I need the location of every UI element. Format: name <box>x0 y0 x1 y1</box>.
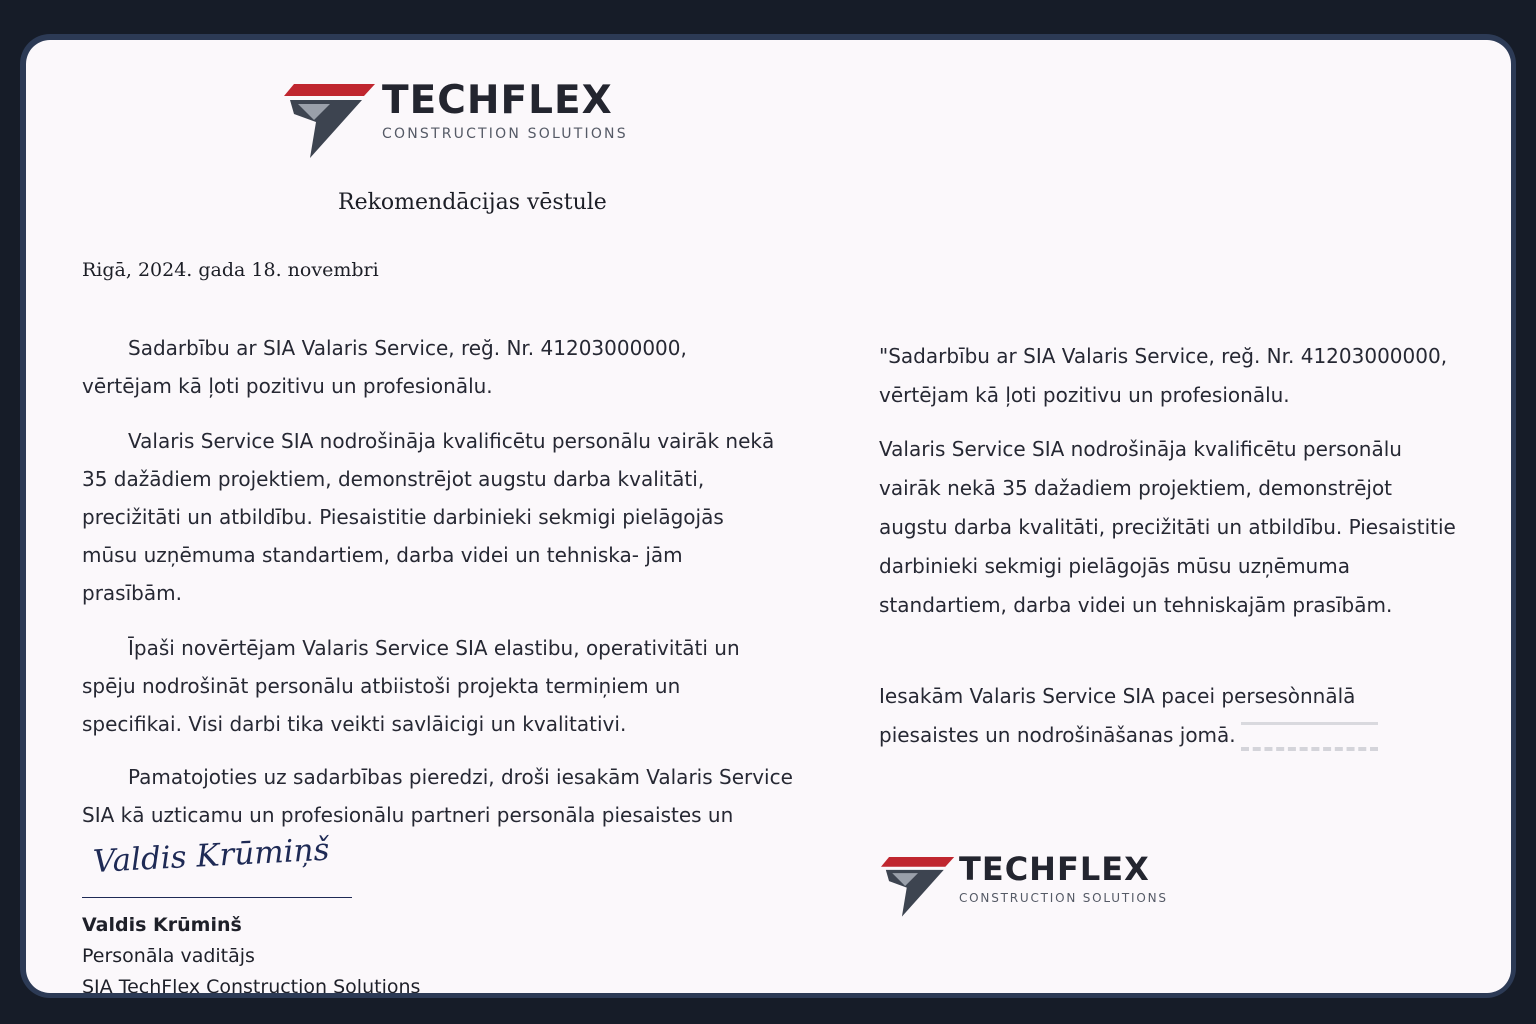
letter-page <box>26 40 1511 993</box>
logo-tagline: CONSTRUCTION SOLUTIONS <box>959 891 1168 905</box>
logo-name: TECHFLEX <box>382 78 613 123</box>
techflex-logo-bottom <box>881 850 1191 922</box>
left-paragraph-2: Valaris Service SIA nodrošināja kvalificētu personālu vairāk nekā 35 dažādiem projektiem, demonstrējot augstu darba kvalitāti, precižitāti un atbildību. Piesaistitie darbinieki sekmigi pielāgojās mūsu uzņēmuma standartiem, darba videi un tehniska- jām prasībām. <box>82 429 775 605</box>
left-paragraph-3: Īpaši novērtējam Valaris Service SIA elastibu, operativitāti un spēju nodrošināt personālu atbiistoši projekta termiņiem un specifikai. Visi darbi tika veikti savlāicigi un kvalitativi. <box>82 636 740 736</box>
techflex-logo-mark-icon <box>284 80 376 160</box>
handwritten-signature: Valdis Krūmiņš <box>92 831 331 880</box>
signature-line <box>82 897 352 898</box>
signer-role: Personāla vaditājs <box>82 945 255 967</box>
signer-company: SIA TechFlex Construction Solutions <box>82 976 421 993</box>
signer-name: Valdis Krūminš <box>82 914 242 936</box>
logo-name: TECHFLEX <box>959 850 1150 888</box>
right-paragraph-2: Valaris Service SIA nodrošināja kvalificētu personālu vairāk nekā 35 dažadiem projektiem, demonstrējot augstu darba kvalitāti, precižitāti un atbildību. Piesaistitie darbinieki sekmigi pielāgojās mūsu uzņēmuma standartiem, darba videi un tehniskajām prasībām. <box>879 437 1456 617</box>
right-paragraph-3: Iesakām Valaris Service SIA pacei persesònnālā piesaistes un nodrošināšanas jomā. <box>879 684 1356 747</box>
techflex-logo-mark-icon <box>881 853 955 919</box>
date-line: Rigā, 2024. gada 18. novembri <box>82 259 379 281</box>
right-paragraph-1: "Sadarbību ar SIA Valaris Service, reğ. Nr. 41203000000, vērtējam kā ļoti pozitivu un profesionālu. <box>879 344 1448 407</box>
letter-title: Rekomendācijas vēstule <box>338 190 607 215</box>
faded-text-remnant <box>1241 722 1378 751</box>
techflex-logo-top <box>284 76 674 160</box>
logo-tagline: CONSTRUCTION SOLUTIONS <box>382 126 628 142</box>
left-paragraph-4: Pamatojoties uz sadarbības pieredzi, droši iesakām Valaris Service SIA kā uzticamu un profesionālu partneri personāla piesaistes un <box>82 765 793 827</box>
left-paragraph-1: Sadarbību ar SIA Valaris Service, reğ. Nr. 41203000000, vērtējam kā ļoti pozitivu un profesionālu. <box>82 336 687 398</box>
